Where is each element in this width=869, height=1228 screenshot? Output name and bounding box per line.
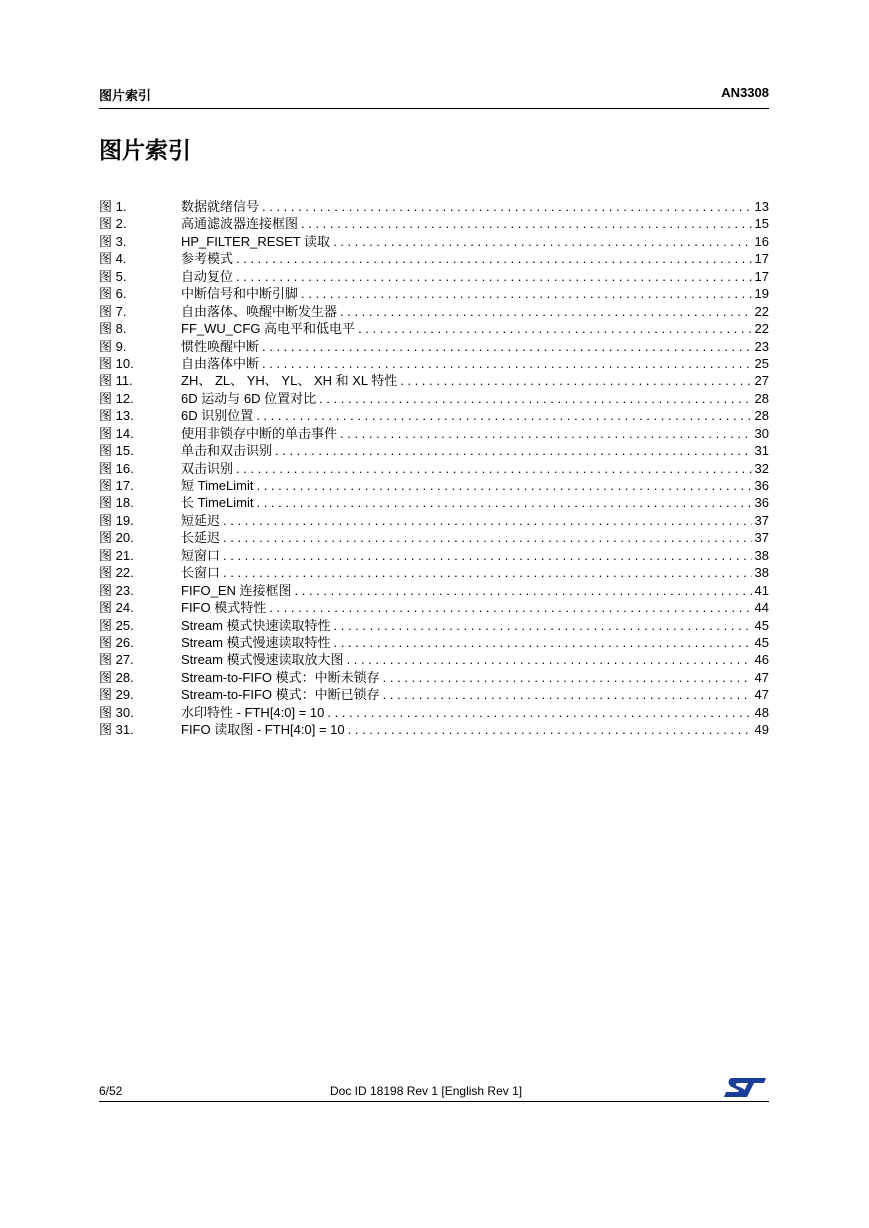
figure-number: 图 22. — [99, 565, 134, 581]
figure-title: 自动复位 — [181, 268, 234, 284]
figure-title: 6D 运动与 6D 位置对比 — [181, 390, 317, 406]
figure-index-entry[interactable] — [99, 494, 769, 511]
figure-number: 图 11. — [99, 373, 133, 389]
figure-number: 图 31. — [99, 722, 134, 738]
figure-page-number: 38 — [754, 547, 769, 563]
figure-page-number: 27 — [754, 373, 769, 389]
figure-index-entry[interactable] — [99, 669, 769, 686]
dot-leader — [319, 390, 751, 407]
figure-page-number: 13 — [754, 199, 769, 214]
footer-page-number: 6/52 — [99, 1084, 123, 1098]
figure-page-number: 22 — [754, 303, 769, 319]
figure-index-entry[interactable] — [99, 285, 769, 302]
figure-number: 图 24. — [99, 600, 134, 616]
figure-index-entry[interactable] — [99, 704, 769, 721]
figure-number: 图 5. — [99, 268, 127, 284]
header-doc-code: AN3308 — [721, 85, 769, 100]
figure-title: 水印特性 - FTH[4:0] = 10 — [181, 704, 325, 720]
figure-title: 短 TimeLimit — [181, 478, 254, 493]
figure-index-entry[interactable] — [99, 651, 769, 668]
figure-number: 图 4. — [99, 251, 127, 267]
figure-number: 图 8. — [99, 321, 127, 337]
footer-doc-id: Doc ID 18198 Rev 1 [English Rev 1] — [330, 1084, 523, 1098]
dot-leader — [400, 372, 751, 389]
figure-number: 图 1. — [99, 199, 127, 214]
figure-page-number: 38 — [754, 565, 769, 581]
figure-page-number: 45 — [754, 634, 769, 650]
figure-page-number: 28 — [754, 390, 769, 406]
figure-page-number: 45 — [754, 617, 769, 633]
dot-leader — [236, 268, 752, 285]
figure-page-number: 48 — [754, 704, 769, 720]
figure-index-entry[interactable] — [99, 407, 769, 424]
dot-leader — [236, 460, 752, 477]
figure-page-number: 25 — [754, 355, 769, 371]
dot-leader — [327, 704, 751, 721]
figure-page-number: 32 — [754, 460, 769, 476]
dot-leader — [223, 512, 752, 529]
figure-index-entry[interactable] — [99, 617, 769, 634]
figure-index-entry[interactable] — [99, 338, 769, 355]
dot-leader — [348, 721, 752, 738]
figure-title: 自由落体中断 — [181, 355, 260, 371]
figure-page-number: 17 — [754, 251, 769, 267]
figure-number: 图 7. — [99, 303, 127, 319]
dot-leader — [334, 634, 752, 651]
figure-page-number: 37 — [754, 512, 769, 528]
figure-index-entry[interactable] — [99, 721, 769, 738]
figure-number: 图 29. — [99, 687, 134, 703]
figure-index-entry[interactable] — [99, 634, 769, 651]
figure-title: FIFO_EN 连接框图 — [181, 582, 292, 598]
dot-leader — [269, 599, 751, 616]
figure-number: 图 16. — [99, 460, 134, 476]
figure-page-number: 15 — [754, 216, 769, 232]
figure-index-entry[interactable] — [99, 425, 769, 442]
figure-number: 图 30. — [99, 704, 134, 720]
figure-index-entry[interactable] — [99, 477, 769, 494]
figure-title: FF_WU_CFG 高电平和低电平 — [181, 321, 356, 337]
dot-leader — [262, 198, 752, 215]
figure-number: 图 6. — [99, 286, 127, 302]
figure-page-number: 44 — [754, 600, 769, 616]
figure-number: 图 14. — [99, 425, 134, 441]
figure-index-entry[interactable] — [99, 268, 769, 285]
figure-index-entry[interactable] — [99, 303, 769, 320]
page-header — [99, 85, 769, 105]
dot-leader — [262, 355, 752, 372]
figure-page-number: 30 — [754, 425, 769, 441]
dot-leader — [301, 215, 752, 232]
figure-title: 参考模式 — [181, 251, 234, 267]
dot-leader — [301, 285, 752, 302]
dot-leader — [256, 477, 751, 494]
figure-title: 短窗口 — [181, 547, 221, 563]
figure-title: Stream 模式慢速读取特性 — [181, 634, 331, 650]
dot-leader — [256, 494, 751, 511]
figure-index-entry[interactable] — [99, 529, 769, 546]
st-logo-icon — [722, 1075, 768, 1099]
figure-title: 自由落体、唤醒中断发生器 — [181, 303, 338, 319]
figure-number: 图 26. — [99, 634, 134, 650]
dot-leader — [223, 547, 752, 564]
figure-index-list — [99, 198, 769, 739]
figure-index-entry[interactable] — [99, 233, 769, 250]
figure-index-entry[interactable] — [99, 599, 769, 616]
figure-number: 图 20. — [99, 530, 134, 546]
figure-index-entry[interactable] — [99, 372, 769, 389]
figure-number: 图 17. — [99, 478, 134, 493]
figure-title: FIFO 读取图 - FTH[4:0] = 10 — [181, 722, 345, 738]
figure-index-entry[interactable] — [99, 320, 769, 337]
figure-page-number: 19 — [754, 286, 769, 302]
figure-title: Stream-to-FIFO 模式：中断已锁存 — [181, 687, 380, 703]
figure-number: 图 2. — [99, 216, 127, 232]
dot-leader — [347, 651, 752, 668]
dot-leader — [334, 617, 752, 634]
figure-page-number: 47 — [754, 669, 769, 685]
figure-title: 长延迟 — [181, 530, 221, 546]
figure-index-entry[interactable] — [99, 547, 769, 564]
figure-index-entry[interactable] — [99, 582, 769, 599]
figure-title: 双击识别 — [181, 460, 234, 476]
figure-page-number: 17 — [754, 268, 769, 284]
dot-leader — [340, 425, 752, 442]
figure-page-number: 37 — [754, 530, 769, 546]
figure-page-number: 47 — [754, 687, 769, 703]
figure-title: Stream-to-FIFO 模式：中断未锁存 — [181, 669, 380, 685]
figure-title: ZH、 ZL、 YH、 YL、 XH 和 XL 特性 — [181, 373, 398, 389]
figure-page-number: 22 — [754, 321, 769, 337]
header-divider — [99, 108, 769, 109]
figure-title: Stream 模式快速读取特性 — [181, 617, 331, 633]
figure-page-number: 28 — [754, 408, 769, 424]
dot-leader — [333, 233, 751, 250]
figure-number: 图 27. — [99, 652, 134, 668]
dot-leader — [340, 303, 752, 320]
figure-number: 图 18. — [99, 495, 134, 511]
figure-index-entry[interactable] — [99, 686, 769, 703]
header-section-title: 图片索引 — [99, 88, 152, 103]
figure-title: 短延迟 — [181, 512, 221, 528]
figure-number: 图 3. — [99, 233, 127, 249]
figure-number: 图 12. — [99, 390, 134, 406]
figure-number: 图 10. — [99, 355, 134, 371]
figure-index-entry[interactable] — [99, 198, 769, 215]
figure-number: 图 9. — [99, 338, 127, 354]
figure-title: 单击和双击识别 — [181, 443, 273, 459]
figure-title: 中断信号和中断引脚 — [181, 286, 299, 302]
figure-page-number: 46 — [754, 652, 769, 668]
figure-index-entry[interactable] — [99, 460, 769, 477]
figure-index-entry[interactable] — [99, 215, 769, 232]
figure-page-number: 36 — [754, 478, 769, 493]
dot-leader — [383, 669, 752, 686]
figure-number: 图 15. — [99, 443, 134, 459]
figure-page-number: 16 — [754, 233, 769, 249]
figure-page-number: 31 — [754, 443, 769, 459]
figure-title: 高通滤波器连接框图 — [181, 216, 299, 232]
dot-leader — [236, 250, 752, 267]
figure-page-number: 41 — [754, 582, 769, 598]
dot-leader — [256, 407, 751, 424]
figure-number: 图 25. — [99, 617, 134, 633]
figure-index-entry[interactable] — [99, 512, 769, 529]
figure-title: 长 TimeLimit — [181, 495, 254, 511]
figure-title: 数据就绪信号 — [181, 199, 260, 214]
dot-leader — [275, 442, 752, 459]
figure-title: 使用非锁存中断的单击事件 — [181, 425, 338, 441]
figure-number: 图 21. — [99, 547, 134, 563]
figure-page-number: 49 — [754, 722, 769, 738]
figure-title: HP_FILTER_RESET 读取 — [181, 233, 331, 249]
figure-number: 图 23. — [99, 582, 134, 598]
figure-title: Stream 模式慢速读取放大图 — [181, 652, 344, 668]
figure-title: 长窗口 — [181, 565, 221, 581]
dot-leader — [295, 582, 752, 599]
figure-title: FIFO 模式特性 — [181, 600, 267, 616]
figure-title: 6D 识别位置 — [181, 408, 254, 424]
page-title: 图片索引 — [99, 137, 191, 163]
figure-index-entry[interactable] — [99, 355, 769, 372]
figure-number: 图 19. — [99, 512, 134, 528]
figure-index-entry[interactable] — [99, 390, 769, 407]
dot-leader — [383, 686, 752, 703]
dot-leader — [358, 320, 751, 337]
dot-leader — [262, 338, 752, 355]
footer-divider — [99, 1101, 769, 1102]
figure-page-number: 36 — [754, 495, 769, 511]
figure-index-entry[interactable] — [99, 250, 769, 267]
figure-number: 图 13. — [99, 408, 134, 424]
figure-page-number: 23 — [754, 338, 769, 354]
figure-number: 图 28. — [99, 669, 134, 685]
dot-leader — [223, 564, 752, 581]
figure-index-entry[interactable] — [99, 442, 769, 459]
dot-leader — [223, 529, 752, 546]
figure-title: 惯性唤醒中断 — [181, 338, 260, 354]
figure-index-entry[interactable] — [99, 564, 769, 581]
